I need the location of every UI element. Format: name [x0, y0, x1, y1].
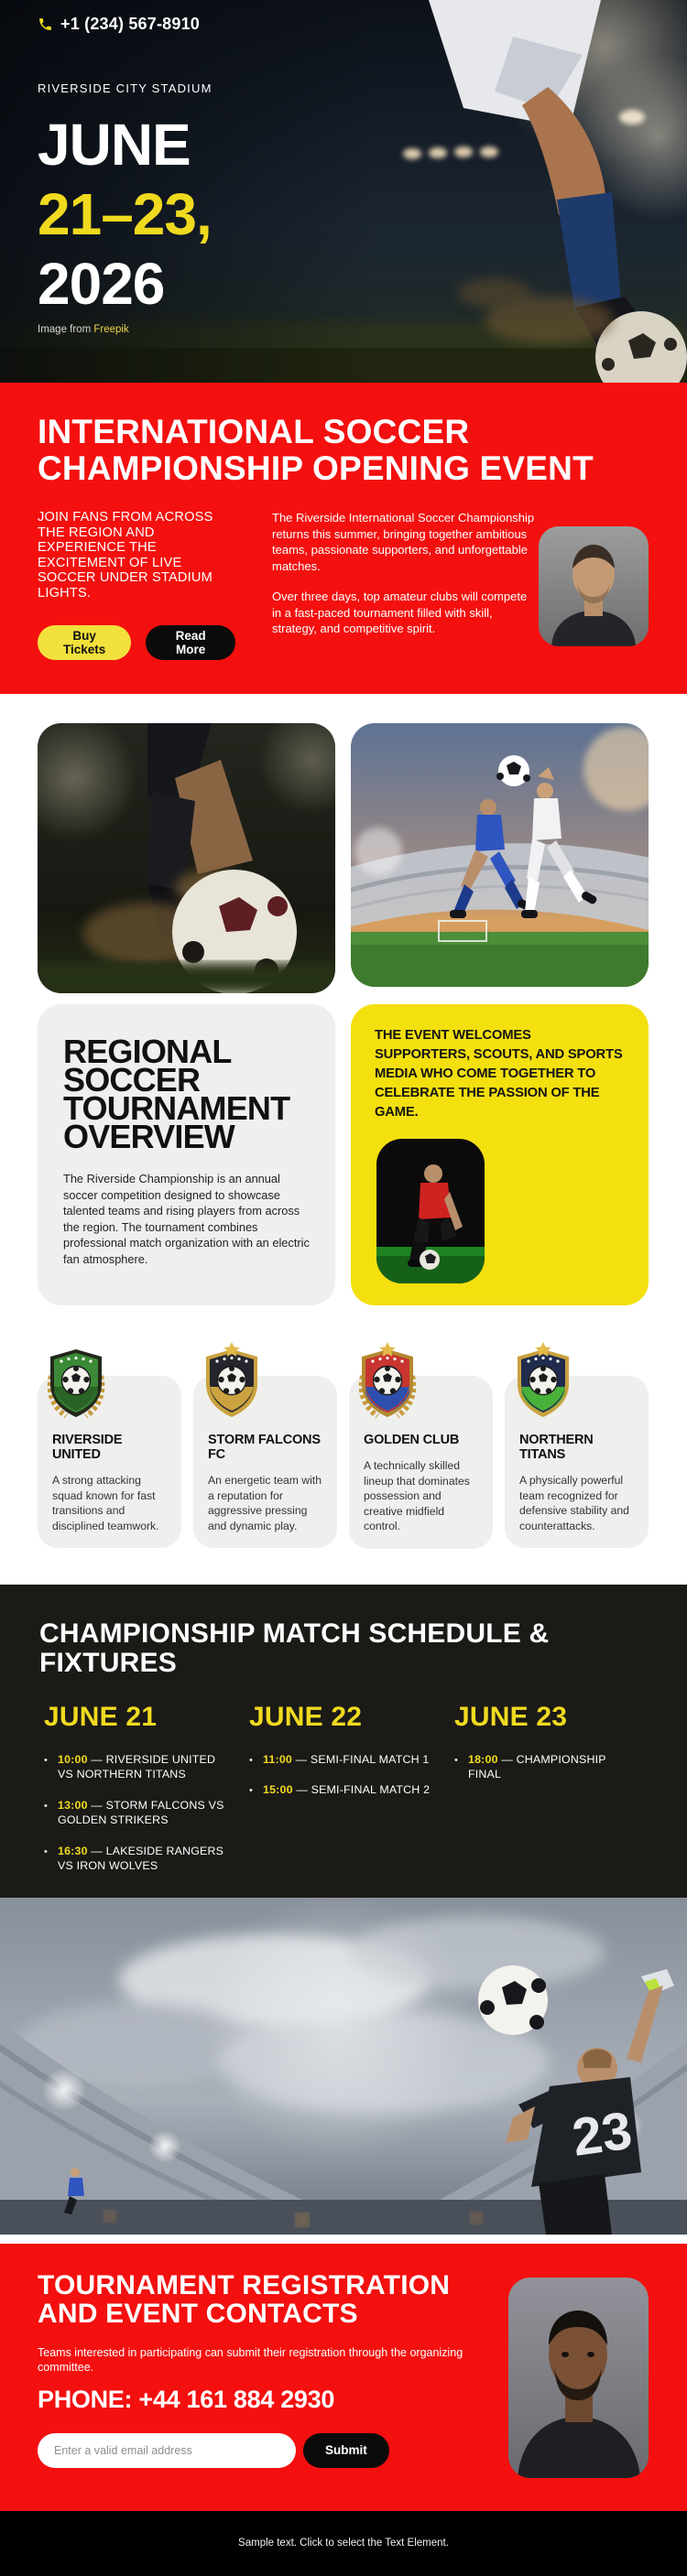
team-crest-icon: [509, 1341, 577, 1422]
footer: [0, 2511, 687, 2576]
schedule-days: [39, 1702, 661, 1889]
intro-paragraphs: [272, 510, 539, 660]
register-paragraph: Teams interested in participating can submit their registration through the organizing committee.: [38, 2345, 463, 2374]
venue-label: RIVERSIDE CITY STADIUM: [38, 81, 213, 95]
match-item: • 18:00 — CHAMPIONSHIP FINAL: [454, 1752, 606, 1780]
submit-button[interactable]: Submit: [303, 2433, 389, 2468]
team-northern-titans: [505, 1358, 649, 1549]
match-item: • 10:00 — RIVERSIDE UNITED VS NORTHERN TITANS: [44, 1752, 216, 1780]
freepik-link[interactable]: Freepik: [93, 324, 129, 335]
register-section: [0, 2244, 687, 2511]
register-phone-line: PHONE: +44 161 884 2930: [38, 2385, 335, 2413]
day-label: JUNE 23: [454, 1701, 568, 1732]
svg-text:23: 23: [568, 2100, 636, 2168]
contact-photo: [508, 2278, 649, 2478]
day-label: JUNE 22: [249, 1701, 363, 1732]
header-phone-number: +1 (234) 567-8910: [60, 15, 201, 33]
cta-row: [38, 625, 235, 660]
overview-card: [38, 1004, 335, 1305]
schedule-day-june-23: [454, 1702, 638, 1889]
buy-tickets-button[interactable]: Buy Tickets: [38, 625, 131, 660]
read-more-button[interactable]: Read More: [146, 625, 235, 660]
date-line-days: 21–23,: [38, 181, 212, 247]
event-date-display: [38, 110, 649, 319]
image-credit: Image from Freepik: [38, 324, 129, 335]
footer-text: Sample text. Click to select the Text Element.: [238, 2538, 449, 2549]
hero-content: [0, 0, 687, 383]
header-phone-link[interactable]: [38, 15, 649, 34]
match-item: • 15:00 — SEMI-FINAL MATCH 2: [249, 1783, 431, 1796]
team-description: A physically powerful team recognized for defensive stability and counterattacks.: [519, 1474, 629, 1532]
overview-paragraph: The Riverside Championship is an annual soccer competition designed to showcase talented teams and rising players from across the region. The tournament combines professional match organization with an electric fan atmosphere.: [63, 1172, 310, 1266]
goalkeeper-photo: [0, 1898, 687, 2235]
team-description: An energetic team with a reputation for aggressive pressing and dynamic play.: [208, 1474, 322, 1532]
date-line-month: JUNE: [38, 112, 191, 178]
gallery: [38, 723, 649, 993]
email-input[interactable]: [38, 2433, 296, 2468]
team-golden-club: [349, 1358, 493, 1549]
team-description: A technically skilled lineup that dominates possession and creative midfield control.: [364, 1459, 470, 1532]
team-name: NORTHERN TITANS: [519, 1433, 594, 1462]
schedule-section: [0, 1585, 687, 1898]
gallery-image-header-duel: [351, 723, 649, 987]
schedule-day-june-21: [44, 1702, 249, 1889]
team-name: GOLDEN CLUB: [364, 1433, 460, 1447]
team-name: STORM FALCONS FC: [208, 1433, 321, 1462]
team-crest-icon: [198, 1341, 266, 1422]
overview-row: [38, 1004, 649, 1305]
schedule-day-june-22: [249, 1702, 454, 1889]
speaker-photo: [539, 526, 649, 646]
match-item: • 13:00 — STORM FALCONS VS GOLDEN STRIKERS: [44, 1798, 224, 1826]
schedule-heading: CHAMPIONSHIP MATCH SCHEDULE & FIXTURES: [39, 1618, 550, 1678]
overview-heading: REGIONAL SOCCER TOURNAMENT OVERVIEW: [63, 1033, 290, 1155]
team-storm-falcons: [193, 1358, 337, 1549]
highlight-text: THE EVENT WELCOMES SUPPORTERS, SCOUTS, AND SPORTS MEDIA WHO COME TOGETHER TO CELEBRATE THE PASSION OF THE GAME.: [375, 1028, 623, 1120]
hero-section: [0, 0, 687, 383]
intro-subheading: JOIN FANS FROM ACROSS THE REGION AND EXPERIENCE THE EXCITEMENT OF LIVE SOCCER UNDER STADIUM LIGHTS.: [38, 510, 213, 601]
team-description: A strong attacking squad known for fast transitions and disciplined teamwork.: [52, 1474, 159, 1532]
intro-heading: INTERNATIONAL SOCCER CHAMPIONSHIP OPENING EVENT: [38, 413, 594, 487]
phone-icon: [38, 16, 53, 32]
gallery-image-kick-closeup: [38, 723, 335, 993]
team-riverside-united: [38, 1358, 181, 1549]
highlight-card: [351, 1004, 649, 1305]
match-item: • 16:30 — LAKESIDE RANGERS VS IRON WOLVES: [44, 1844, 224, 1872]
date-line-year: 2026: [38, 251, 165, 317]
teams-row: [38, 1358, 649, 1549]
team-crest-icon: [354, 1341, 421, 1422]
intro-paragraph-2: Over three days, top amateur clubs will compete in a fast-paced tournament filled with skill, strategy, and competitive spirit.: [272, 590, 528, 635]
team-crest-icon: [42, 1341, 110, 1422]
register-heading: TOURNAMENT REGISTRATION AND EVENT CONTACTS: [38, 2269, 451, 2329]
intro-section: [0, 383, 687, 694]
match-item: • 11:00 — SEMI-FINAL MATCH 1: [249, 1752, 430, 1766]
intro-paragraph-1: The Riverside International Soccer Championship returns this summer, bringing together ambitious teams, passionate supporters, and unforgettable matches.: [272, 511, 535, 573]
kneeling-player-photo: [376, 1139, 485, 1283]
intro-grid: [38, 510, 649, 660]
main-content: [0, 694, 687, 1585]
team-name: RIVERSIDE UNITED: [52, 1433, 123, 1462]
day-label: JUNE 21: [44, 1701, 158, 1732]
